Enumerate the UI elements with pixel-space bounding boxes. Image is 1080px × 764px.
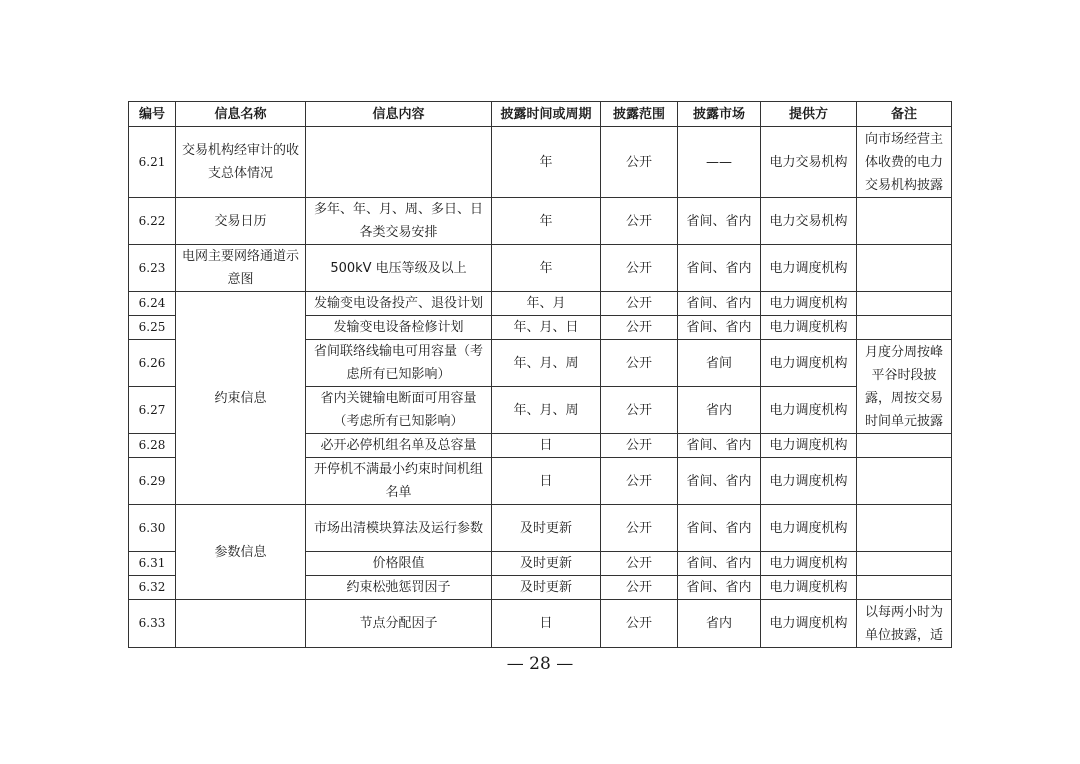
cell-market: 省间 [678, 340, 761, 387]
cell-note [857, 576, 952, 600]
group-constraint-name: 约束信息 [176, 292, 306, 505]
cell-name: 交易日历 [176, 198, 306, 245]
cell-content: 省间联络线输电可用容量（考虑所有已知影响） [306, 340, 492, 387]
cell-period: 年 [492, 127, 601, 198]
cell-note [857, 434, 952, 458]
cell-number: 6.24 [129, 292, 176, 316]
cell-number: 6.31 [129, 552, 176, 576]
cell-scope: 公开 [601, 505, 678, 552]
table-row [129, 127, 952, 198]
cell-market: 省间、省内 [678, 316, 761, 340]
table-row [129, 505, 952, 552]
cell-content: 价格限值 [306, 552, 492, 576]
cell-scope: 公开 [601, 600, 678, 648]
header-market: 披露市场 [678, 102, 761, 127]
cell-content: 市场出清模块算法及运行参数 [306, 505, 492, 552]
cell-provider: 电力调度机构 [761, 387, 857, 434]
cell-provider: 电力调度机构 [761, 340, 857, 387]
table-row [129, 198, 952, 245]
cell-provider: 电力调度机构 [761, 292, 857, 316]
header-info-name: 信息名称 [176, 102, 306, 127]
cell-market: 省间、省内 [678, 292, 761, 316]
cell-note [857, 458, 952, 505]
cell-market: 省间、省内 [678, 505, 761, 552]
cell-provider: 电力调度机构 [761, 458, 857, 505]
cell-period: 年、月、周 [492, 387, 601, 434]
cell-market: 省间、省内 [678, 576, 761, 600]
table-header-row [129, 102, 952, 127]
header-scope: 披露范围 [601, 102, 678, 127]
cell-period: 及时更新 [492, 552, 601, 576]
table-row [129, 600, 952, 648]
cell-note: 以每两小时为单位披露，适 [857, 600, 952, 648]
table-row [129, 292, 952, 316]
cell-period: 及时更新 [492, 505, 601, 552]
cell-number: 6.21 [129, 127, 176, 198]
cell-scope: 公开 [601, 387, 678, 434]
cell-market: 省间、省内 [678, 552, 761, 576]
cell-note [857, 316, 952, 340]
cell-scope: 公开 [601, 198, 678, 245]
cell-note [857, 245, 952, 292]
cell-scope: 公开 [601, 458, 678, 505]
cell-provider: 电力交易机构 [761, 127, 857, 198]
cell-name: 交易机构经审计的收支总体情况 [176, 127, 306, 198]
cell-number: 6.33 [129, 600, 176, 648]
cell-number: 6.22 [129, 198, 176, 245]
table-row [129, 245, 952, 292]
cell-name: 电网主要网络通道示意图 [176, 245, 306, 292]
group-constraint-note: 月度分周按峰平谷时段披露，周按交易时间单元披露 [857, 340, 952, 434]
cell-market: 省间、省内 [678, 198, 761, 245]
cell-provider: 电力调度机构 [761, 576, 857, 600]
cell-period: 年、月、日 [492, 316, 601, 340]
cell-scope: 公开 [601, 245, 678, 292]
cell-number: 6.26 [129, 340, 176, 387]
cell-note: 向市场经营主体收费的电力交易机构披露 [857, 127, 952, 198]
cell-number: 6.25 [129, 316, 176, 340]
cell-market: 省间、省内 [678, 245, 761, 292]
cell-note [857, 552, 952, 576]
cell-note [857, 505, 952, 552]
cell-provider: 电力调度机构 [761, 434, 857, 458]
cell-provider: 电力调度机构 [761, 600, 857, 648]
group-param-name: 参数信息 [176, 505, 306, 600]
cell-number: 6.23 [129, 245, 176, 292]
cell-number: 6.28 [129, 434, 176, 458]
cell-market: 省内 [678, 387, 761, 434]
cell-market: —— [678, 127, 761, 198]
cell-content: 节点分配因子 [306, 600, 492, 648]
header-info-content: 信息内容 [306, 102, 492, 127]
cell-provider: 电力调度机构 [761, 316, 857, 340]
cell-scope: 公开 [601, 340, 678, 387]
header-period: 披露时间或周期 [492, 102, 601, 127]
cell-note [857, 198, 952, 245]
cell-content: 约束松弛惩罚因子 [306, 576, 492, 600]
cell-scope: 公开 [601, 434, 678, 458]
cell-content: 多年、年、月、周、多日、日各类交易安排 [306, 198, 492, 245]
cell-number: 6.30 [129, 505, 176, 552]
cell-market: 省间、省内 [678, 458, 761, 505]
cell-content: 必开必停机组名单及总容量 [306, 434, 492, 458]
cell-content: 开停机不满最小约束时间机组名单 [306, 458, 492, 505]
header-note: 备注 [857, 102, 952, 127]
page-number: — 28 — [506, 654, 574, 674]
cell-content: 省内关键输电断面可用容量（考虑所有已知影响） [306, 387, 492, 434]
cell-content: 发输变电设备检修计划 [306, 316, 492, 340]
cell-provider: 电力调度机构 [761, 552, 857, 576]
cell-period: 日 [492, 434, 601, 458]
header-number: 编号 [129, 102, 176, 127]
cell-content: 500kV 电压等级及以上 [306, 245, 492, 292]
cell-market: 省内 [678, 600, 761, 648]
cell-name [176, 600, 306, 648]
cell-period: 年 [492, 245, 601, 292]
cell-scope: 公开 [601, 292, 678, 316]
cell-scope: 公开 [601, 552, 678, 576]
cell-provider: 电力调度机构 [761, 505, 857, 552]
info-disclosure-table [128, 101, 952, 648]
cell-number: 6.27 [129, 387, 176, 434]
cell-provider: 电力调度机构 [761, 245, 857, 292]
cell-scope: 公开 [601, 316, 678, 340]
cell-scope: 公开 [601, 576, 678, 600]
cell-period: 年、月 [492, 292, 601, 316]
cell-period: 日 [492, 458, 601, 505]
cell-number: 6.32 [129, 576, 176, 600]
cell-note [857, 292, 952, 316]
cell-provider: 电力交易机构 [761, 198, 857, 245]
cell-content [306, 127, 492, 198]
cell-period: 年 [492, 198, 601, 245]
header-provider: 提供方 [761, 102, 857, 127]
cell-number: 6.29 [129, 458, 176, 505]
cell-scope: 公开 [601, 127, 678, 198]
cell-period: 及时更新 [492, 576, 601, 600]
cell-market: 省间、省内 [678, 434, 761, 458]
cell-period: 日 [492, 600, 601, 648]
cell-period: 年、月、周 [492, 340, 601, 387]
cell-content: 发输变电设备投产、退役计划 [306, 292, 492, 316]
